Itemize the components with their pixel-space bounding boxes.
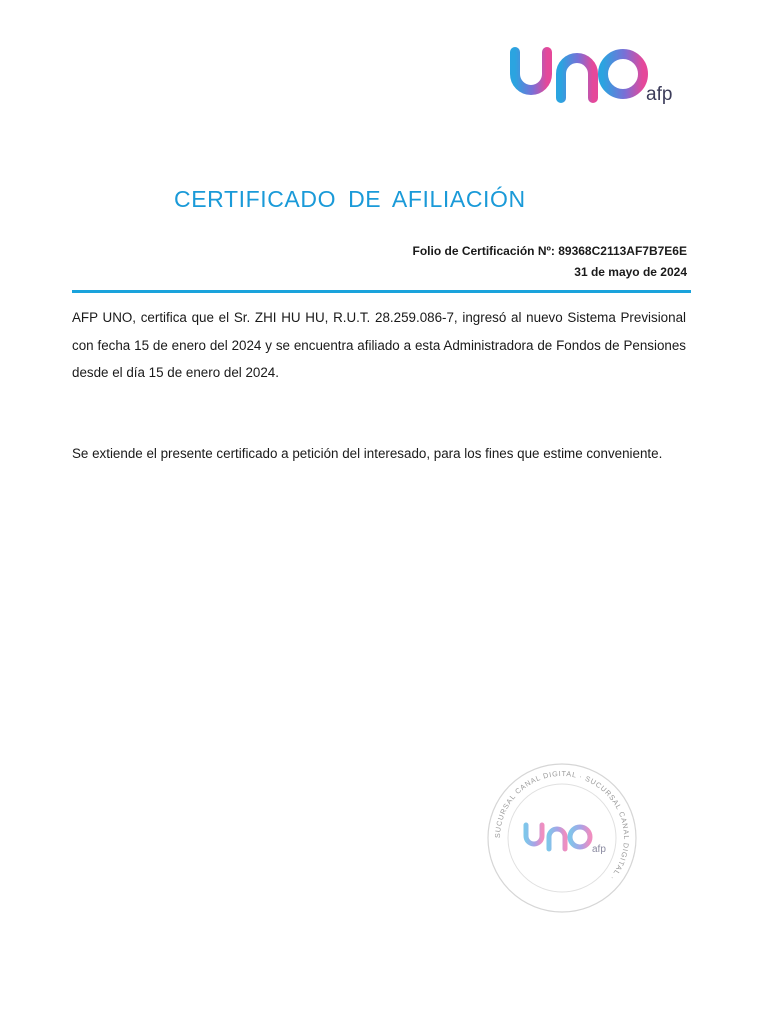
svg-text:SUCURSAL CANAL DIGITAL · SUCUR bbox=[493, 769, 631, 882]
document-title: CERTIFICADO DE AFILIACIÓN bbox=[174, 186, 526, 212]
uno-afp-logo bbox=[505, 40, 685, 110]
logo-suffix: afp bbox=[646, 84, 673, 105]
folio-block bbox=[413, 241, 688, 283]
folio-number: Folio de Certificación Nº: 89368C2113AF7B7E6E bbox=[412, 244, 687, 258]
stamp-suffix: afp bbox=[592, 844, 606, 855]
certification-paragraph: AFP UNO, certifica que el Sr. ZHI HU HU, R.U.T. 28.259.086-7, ingresó al nuevo Sistema Previsional con fecha 15 de enero del 2024 y se encuentra afiliado a esta Administradora de Fondos de Pensiones desde el día 15 de enero del 2024. bbox=[72, 310, 686, 380]
stamp-ring-text: SUCURSAL CANAL DIGITAL · SUCURSAL CANAL DIGITAL · bbox=[492, 768, 632, 883]
closing-paragraph: Se extiende el presente certificado a petición del interesado, para los fines que estime conveniente. bbox=[72, 446, 663, 461]
issue-date: 31 de mayo de 2024 bbox=[574, 265, 687, 279]
digital-branch-stamp bbox=[484, 760, 640, 916]
header-divider bbox=[72, 290, 691, 293]
